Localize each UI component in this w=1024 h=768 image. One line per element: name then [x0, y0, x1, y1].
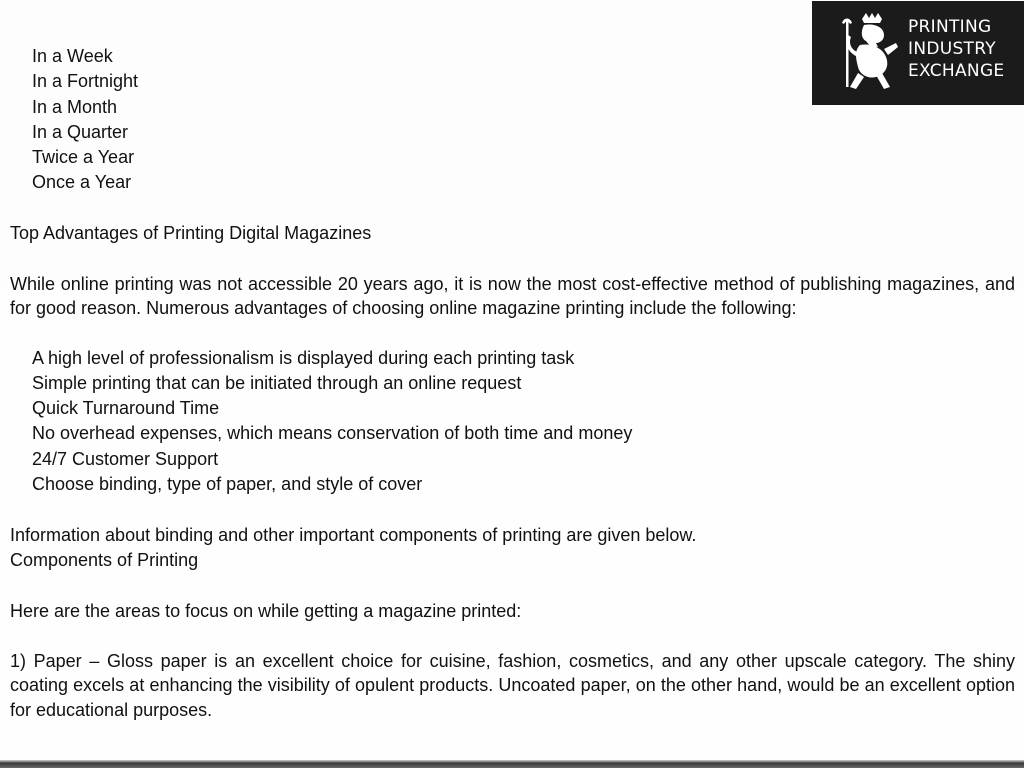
focus-intro: Here are the areas to focus on while getting a magazine printed:	[10, 600, 522, 621]
list-item: Simple printing that can be initiated through an online request	[32, 372, 522, 393]
advantages-list	[10, 346, 1015, 498]
list-item: In a Fortnight	[32, 71, 139, 92]
components-heading: Components of Printing	[10, 549, 199, 570]
list-item: A high level of professionalism is displayed during each printing task	[32, 347, 575, 368]
list-item: In a Week	[32, 46, 113, 66]
list-item: Choose binding, type of paper, and style of cover	[32, 474, 423, 495]
logo-line: INDUSTRY	[908, 39, 996, 59]
list-item: Quick Turnaround Time	[32, 398, 220, 419]
list-item: Twice a Year	[32, 147, 135, 168]
list-item: In a Quarter	[32, 121, 129, 142]
advantages-heading: Top Advantages of Printing Digital Magazines	[10, 223, 372, 244]
paper-paragraph: 1) Paper – Gloss paper is an excellent choice for cuisine, fashion, cosmetics, and any other upscale category. The shiny coating excels at enhancing the visibility of opulent products. Uncoated paper, on the other hand, would be an excellent option for educational purposes.	[10, 651, 1015, 720]
list-item: Once a Year	[32, 172, 132, 193]
intro-paragraph: While online printing was not accessible 20 years ago, it is now the most cost-effective method of publishing magazines, and for good reason. Numerous advantages of choosing online magazine printing include the following:	[10, 273, 1015, 318]
binding-info: Information about binding and other important components of printing are given below.	[10, 524, 697, 545]
document-body	[10, 44, 1015, 722]
bottom-border	[0, 760, 1024, 768]
list-item: In a Month	[32, 96, 118, 117]
list-item: 24/7 Customer Support	[32, 448, 219, 469]
logo-line: EXCHANGE	[908, 61, 1005, 81]
frequency-list	[10, 44, 1015, 196]
logo-line: PRINTING	[908, 17, 992, 37]
list-item: No overhead expenses, which means conservation of both time and money	[32, 423, 633, 444]
